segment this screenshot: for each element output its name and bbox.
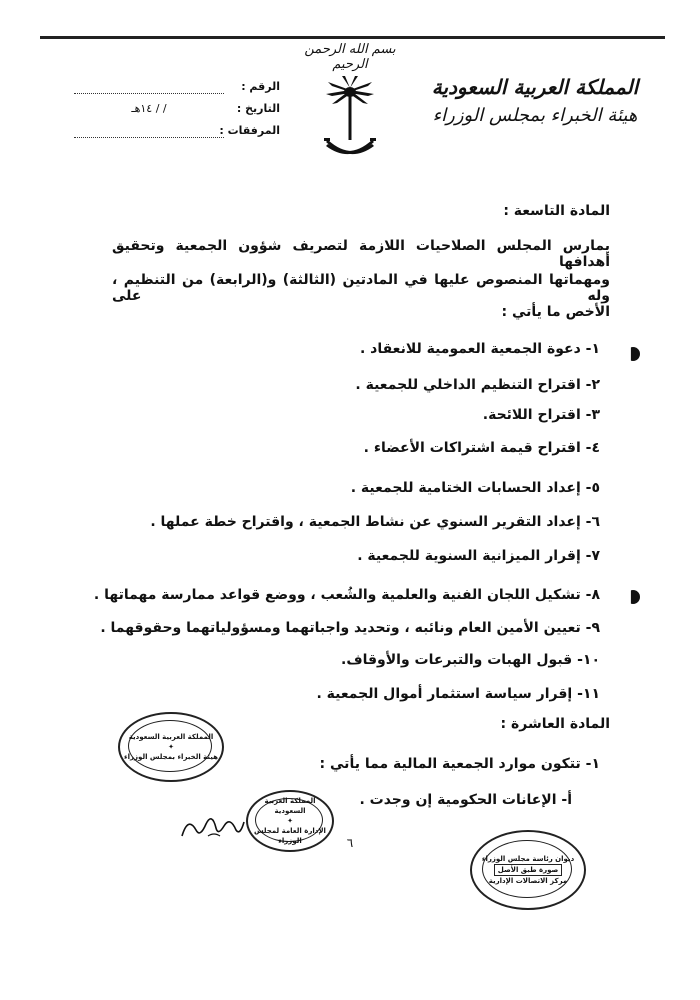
list-item: ١١- إقرار سياسة استثمار أموال الجمعية . xyxy=(316,686,600,702)
stamp-top-text: ديوان رئاسة مجلس الوزراء xyxy=(481,855,575,863)
article9-intro-line3: الأخص ما يأتي : xyxy=(501,304,610,320)
stamp-bottom-text: مركز الاتصالات الإدارية xyxy=(488,877,568,885)
list-item: ٥- إعداد الحسابات الختامية للجمعية . xyxy=(350,480,600,496)
signature xyxy=(178,806,248,846)
ref-line xyxy=(74,81,224,94)
top-rule xyxy=(40,36,665,39)
list-item: ٨- تشكيل اللجان الفنية والعلمية والشُعب ، ووضع قواعد ممارسة مهماتها . xyxy=(93,587,600,603)
list-item: ١٠- قبول الهبات والتبرعات والأوقاف. xyxy=(341,652,600,668)
article9-intro-line1: يمارس المجلس الصلاحيات اللازمة لتصريف شؤون الجمعية وتحقيق أهدافها xyxy=(112,238,610,270)
official-stamp xyxy=(118,712,224,782)
margin-mark xyxy=(626,590,640,604)
attachments-row xyxy=(70,120,280,142)
article10-item1: ١- تتكون موارد الجمعية المالية مما يأتي : xyxy=(319,756,600,772)
letterhead-right xyxy=(430,72,640,130)
date-label: التاريخ : xyxy=(236,102,280,115)
stamp-emblem-icon: ✦ xyxy=(168,743,174,751)
article9-heading: المادة التاسعة : xyxy=(503,203,610,219)
stamp-top-text: المملكة العربية السعودية xyxy=(128,733,214,741)
margin-mark xyxy=(626,347,640,361)
ref-row xyxy=(70,76,280,98)
stamp-mid-text: صورة طبق الأصل xyxy=(494,864,563,876)
page-number: ٦ xyxy=(346,836,354,850)
stamp-bottom-text: الإدارة العامة لمجلس الوزراء xyxy=(254,827,326,845)
list-item: ٧- إقرار الميزانية السنوية للجمعية . xyxy=(357,548,600,564)
list-item: ٩- تعيين الأمين العام ونائبه ، وتحديد واجباتهما ومسؤولياتهما وحقوقهما . xyxy=(100,620,600,636)
stamp-top-text: المملكة العربية السعودية xyxy=(264,797,316,815)
article10-heading: المادة العاشرة : xyxy=(500,716,610,732)
article10-sub-a: أ- الإعانات الحكومية إن وجدت . xyxy=(359,792,572,808)
list-item: ٦- إعداد التقرير السنوي عن نشاط الجمعية ، واقتراح خطة عملها . xyxy=(150,514,600,530)
date-row xyxy=(70,98,280,120)
list-item: ٤- اقتراح قيمة اشتراكات الأعضاء . xyxy=(363,440,600,456)
list-item: ١- دعوة الجمعية العمومية للانعقاد . xyxy=(359,341,600,357)
basmala: بسم الله الرحمن الرحيم xyxy=(304,42,396,72)
list-item: ٣- اقتراح اللائحة. xyxy=(482,407,600,423)
stamp-bottom-text: هيئة الخبراء بمجلس الوزراء xyxy=(124,753,218,761)
kingdom-name: المملكة العربية السعودية xyxy=(431,75,639,99)
attachments-line xyxy=(74,125,224,138)
attachments-label: المرفقات : xyxy=(219,124,280,137)
date-value: / / ١٤هـ xyxy=(131,102,167,115)
article9-intro-line2: ومهماتها المنصوص عليها في المادتين (الثالثة) و(الرابعة) من التنظيم ، وله على xyxy=(112,272,610,304)
official-stamp xyxy=(246,790,334,852)
stamp-emblem-icon: ✦ xyxy=(287,817,293,825)
certified-copy-stamp xyxy=(470,830,586,910)
ref-label: الرقم : xyxy=(241,80,280,93)
letterhead-left xyxy=(70,76,280,142)
list-item: ٢- اقتراح التنظيم الداخلي للجمعية . xyxy=(355,377,600,393)
department-name: هيئة الخبراء بمجلس الوزراء xyxy=(432,105,638,126)
palm-swords-emblem-icon xyxy=(322,72,378,168)
